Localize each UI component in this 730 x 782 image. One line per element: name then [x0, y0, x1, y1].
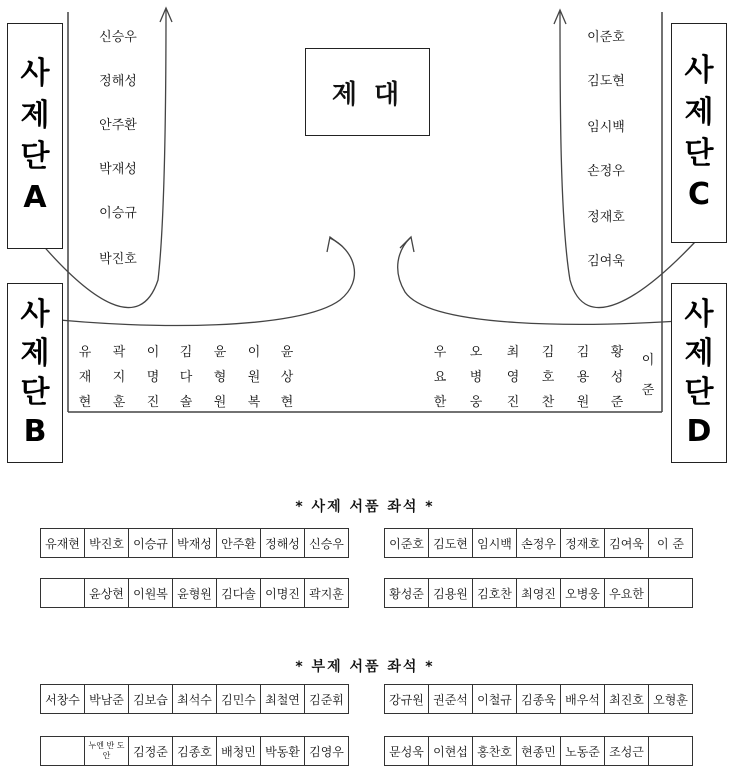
- platoon-a-char: A: [23, 180, 47, 216]
- seat-cell: 안주환: [217, 529, 261, 558]
- right-name: 이준호: [587, 30, 625, 45]
- seat-cell: 김민수: [217, 685, 261, 714]
- seat-cell: 배청민: [217, 737, 261, 766]
- arrow-curve-d: [398, 238, 695, 324]
- seat-cell: 김보습: [129, 685, 173, 714]
- seat-cell: 박진호: [85, 529, 129, 558]
- seat-cell: 신승우: [305, 529, 349, 558]
- seat-cell: 권준석: [429, 685, 473, 714]
- platoon-d-char: 사: [684, 297, 714, 332]
- platoon-d-char: 제: [684, 336, 714, 371]
- right-name: 정재호: [587, 210, 625, 225]
- seat-cell: 김용원: [429, 579, 473, 608]
- priest-row1-left: [40, 528, 349, 558]
- bottom-left-col: 이 원 복: [247, 345, 261, 410]
- platoon-d-char: D: [686, 414, 712, 449]
- seat-cell: 윤상현: [85, 579, 129, 608]
- bottom-left-col: 김 다 솔: [179, 345, 193, 410]
- bottom-right-col: 김 용 원: [576, 345, 590, 410]
- seat-cell: 강규원: [385, 685, 429, 714]
- seat-cell: 김다솔: [217, 579, 261, 608]
- right-name: 김여욱: [587, 254, 625, 269]
- seat-cell: [41, 737, 85, 766]
- platoon-b-char: 단: [20, 375, 50, 410]
- left-name: 박재성: [99, 162, 137, 177]
- seat-cell: 최영진: [517, 579, 561, 608]
- bottom-right-col: 오 병 웅: [469, 345, 483, 410]
- seat-cell: 박재성: [173, 529, 217, 558]
- bottom-left-col: 윤 상 현: [280, 345, 294, 410]
- seat-cell: [41, 579, 85, 608]
- left-name: 박진호: [99, 252, 137, 267]
- seat-cell: 임시백: [473, 529, 517, 558]
- seat-cell: 김준휘: [305, 685, 349, 714]
- right-name: 김도현: [587, 74, 625, 89]
- platoon-a-char: 제: [20, 97, 50, 133]
- platoon-c-box: [671, 23, 727, 243]
- seat-cell: 홍찬호: [473, 737, 517, 766]
- bottom-left-col: 유 재 현: [78, 345, 92, 410]
- bottom-left-col: 곽 지 훈: [112, 345, 126, 410]
- platoon-c-char: 단: [684, 136, 714, 171]
- bottom-right-col: 이 준: [641, 353, 655, 398]
- seat-cell: 서창수: [41, 685, 85, 714]
- deacon-row1-left: [40, 684, 349, 714]
- seat-cell: 이명진: [261, 579, 305, 608]
- right-name: 임시백: [587, 120, 625, 135]
- seat-cell: 정해성: [261, 529, 305, 558]
- bottom-left-col: 윤 형 원: [213, 345, 227, 410]
- platoon-b-char: B: [23, 414, 47, 449]
- platoon-b-char: 사: [20, 297, 50, 332]
- platoon-d-char: 단: [684, 375, 714, 410]
- seat-cell: 김도현: [429, 529, 473, 558]
- seat-cell: 최철연: [261, 685, 305, 714]
- seat-cell: 노동준: [561, 737, 605, 766]
- seat-cell: 김여욱: [605, 529, 649, 558]
- seat-cell: [649, 579, 693, 608]
- left-name: 안주환: [99, 118, 137, 133]
- seat-cell: 문성욱: [385, 737, 429, 766]
- priest-row1-right: [384, 528, 693, 558]
- seat-cell: 윤형원: [173, 579, 217, 608]
- seat-cell: 우요한: [605, 579, 649, 608]
- platoon-b-box: [7, 283, 63, 463]
- bottom-right-col: 황 성 준: [610, 345, 624, 410]
- seat-cell: 김정준: [129, 737, 173, 766]
- seat-cell: 오형훈: [649, 685, 693, 714]
- deacon-seating-title: * 부제 서품 좌석 *: [295, 659, 435, 675]
- seat-cell: 이철규: [473, 685, 517, 714]
- seat-cell: 누엔 반 도안: [85, 737, 129, 766]
- bottom-right-col: 우 요 한: [433, 345, 447, 410]
- priest-row2-left: [40, 578, 349, 608]
- seat-cell: 김영우: [305, 737, 349, 766]
- seat-cell: 이준호: [385, 529, 429, 558]
- seat-cell: 유재현: [41, 529, 85, 558]
- platoon-c-char: 제: [684, 94, 714, 130]
- platoon-a-char: 사: [20, 56, 50, 92]
- platoon-c-char: C: [687, 177, 711, 213]
- seat-cell: 김종욱: [517, 685, 561, 714]
- seat-cell: 박남준: [85, 685, 129, 714]
- seat-cell: 최진호: [605, 685, 649, 714]
- seat-cell: 이 준: [649, 529, 693, 558]
- seat-cell: 손정우: [517, 529, 561, 558]
- bottom-left-col: 이 명 진: [146, 345, 160, 410]
- seat-cell: [649, 737, 693, 766]
- seat-cell: 정재호: [561, 529, 605, 558]
- right-name: 손정우: [587, 164, 625, 179]
- arrow-head-b: [327, 237, 342, 252]
- platoon-b-char: 제: [20, 336, 50, 371]
- platoon-d-box: [671, 283, 727, 463]
- seat-cell: 최석수: [173, 685, 217, 714]
- seat-cell: 현종민: [517, 737, 561, 766]
- bottom-right-col: 김 호 찬: [541, 345, 555, 410]
- seat-cell: 이현섭: [429, 737, 473, 766]
- deacon-row1-right: [384, 684, 693, 714]
- seat-cell: 배우석: [561, 685, 605, 714]
- altar-title-box: 제 대: [305, 48, 430, 136]
- priest-row2-right: [384, 578, 693, 608]
- deacon-row2-right: [384, 736, 693, 766]
- seat-cell: 곽지훈: [305, 579, 349, 608]
- left-name: 이승규: [99, 206, 137, 221]
- seat-cell: 박동환: [261, 737, 305, 766]
- seat-cell: 이원복: [129, 579, 173, 608]
- left-name: 신승우: [99, 30, 137, 45]
- seat-cell: 황성준: [385, 579, 429, 608]
- bottom-right-col: 최 영 진: [506, 345, 520, 410]
- platoon-c-char: 사: [684, 53, 714, 89]
- seat-cell: 조성근: [605, 737, 649, 766]
- seat-cell: 김종호: [173, 737, 217, 766]
- priest-seating-title: * 사제 서품 좌석 *: [295, 499, 435, 515]
- platoon-a-box: [7, 23, 63, 249]
- seat-cell: 김호찬: [473, 579, 517, 608]
- seat-cell: 오병웅: [561, 579, 605, 608]
- platoon-a-char: 단: [20, 139, 50, 174]
- deacon-row2-left: [40, 736, 349, 766]
- left-name: 정해성: [99, 74, 137, 89]
- seat-cell: 이승규: [129, 529, 173, 558]
